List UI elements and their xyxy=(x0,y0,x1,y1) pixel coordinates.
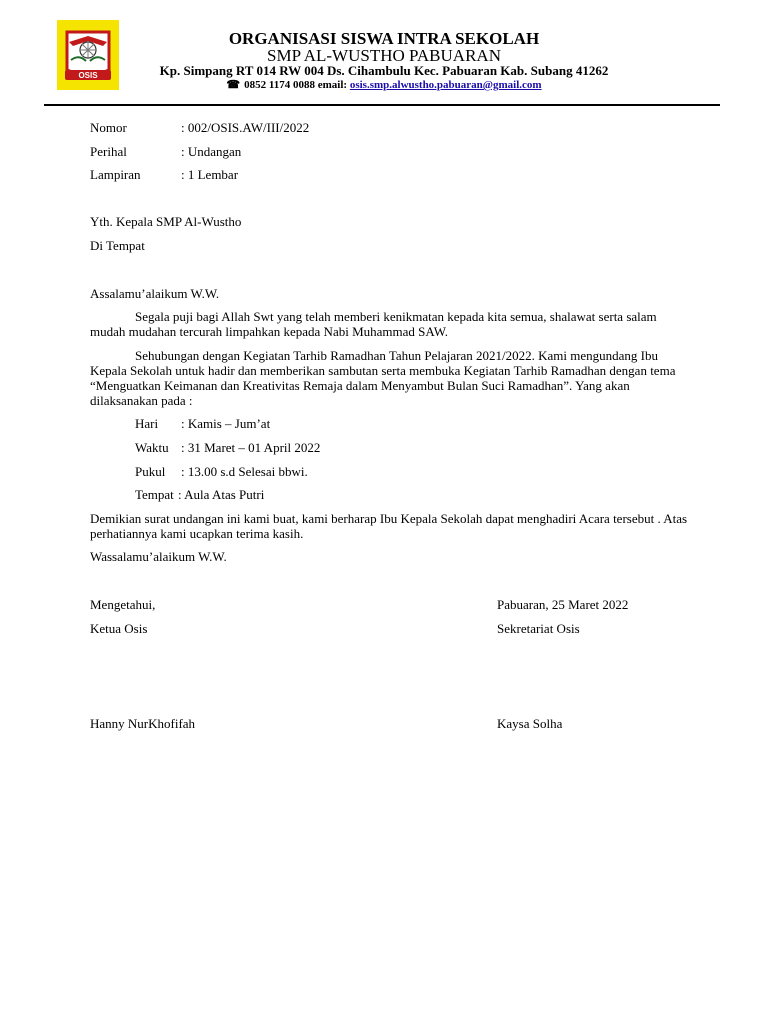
greeting: Assalamu’alaikum W.W. xyxy=(90,286,220,301)
sign-left-role: Ketua Osis xyxy=(90,621,148,636)
phone-icon: ☎ xyxy=(226,79,241,91)
tempat-value: : Aula Atas Putri xyxy=(178,487,265,502)
paragraph-opening-text: Segala puji bagi Allah Swt yang telah memberi kenikmatan kepada kita semua, shalawat serta salam mudah mudahan tercurah limpahkan kepada Nabi Muhammad SAW. xyxy=(90,309,657,339)
school-address: Kp. Simpang RT 014 RW 004 Ds. Cihambulu Kec. Pabuaran Kab. Subang 41262 xyxy=(159,63,609,78)
svg-text:OSIS: OSIS xyxy=(78,71,98,80)
header-divider xyxy=(44,104,720,106)
waktu-label: Waktu xyxy=(135,440,169,455)
farewell: Wassalamu’alaikum W.W. xyxy=(90,549,227,564)
sign-right-name: Kaysa Solha xyxy=(497,716,563,731)
perihal-label: Perihal xyxy=(90,144,127,159)
email-label: email: xyxy=(317,79,348,91)
osis-logo xyxy=(57,20,119,90)
paragraph-invitation-text: Sehubungan dengan Kegiatan Tarhib Ramadhan Tahun Pelajaran 2021/2022. Kami mengundang Ibu Kepala Sekolah untuk hadir dan memberikan sambutan serta membuka Kegiatan Tarhib Ramadhan dengan tema “Menguatkan Keimanan dan Kreativitas Remaja dalam Menyambut Bulan Suci Ramadhan”. Yang akan dilaksanakan pada : xyxy=(90,348,676,408)
paragraph-invitation xyxy=(90,348,690,408)
waktu-value: : 31 Maret – 01 April 2022 xyxy=(181,440,321,455)
school-name: SMP AL-WUSTHO PABUARAN xyxy=(267,46,501,65)
contact-line xyxy=(120,78,648,91)
recipient-line: Yth. Kepala SMP Al-Wustho xyxy=(90,214,242,229)
sign-right-date: Pabuaran, 25 Maret 2022 xyxy=(497,597,629,612)
sign-left-name: Hanny NurKhofifah xyxy=(90,716,196,731)
email-link[interactable]: osis.smp.alwustho.pabuaran@gmail.com xyxy=(349,79,542,91)
hari-value: : Kamis – Jum’at xyxy=(181,416,271,431)
recipient-place: Di Tempat xyxy=(90,238,145,253)
tempat-label: Tempat xyxy=(135,487,174,502)
nomor-value: : 002/OSIS.AW/III/2022 xyxy=(181,120,310,135)
closing-paragraph: Demikian surat undangan ini kami buat, kami berharap Ibu Kepala Sekolah dapat menghadiri Acara tersebut . Atas perhatiannya kami ucapkan terima kasih. xyxy=(90,511,688,541)
organization-name: ORGANISASI SISWA INTRA SEKOLAH xyxy=(228,29,540,48)
lampiran-label: Lampiran xyxy=(90,167,141,182)
sign-left-intro: Mengetahui, xyxy=(90,597,156,612)
nomor-label: Nomor xyxy=(90,120,127,135)
sign-right-role: Sekretariat Osis xyxy=(497,621,580,636)
hari-label: Hari xyxy=(135,416,159,431)
perihal-value: : Undangan xyxy=(181,144,242,159)
pukul-value: : 13.00 s.d Selesai bbwi. xyxy=(181,464,308,479)
phone-number: 0852 1174 0088 xyxy=(244,79,315,91)
paragraph-opening xyxy=(90,309,690,339)
lampiran-value: : 1 Lembar xyxy=(181,167,239,182)
pukul-label: Pukul xyxy=(135,464,166,479)
